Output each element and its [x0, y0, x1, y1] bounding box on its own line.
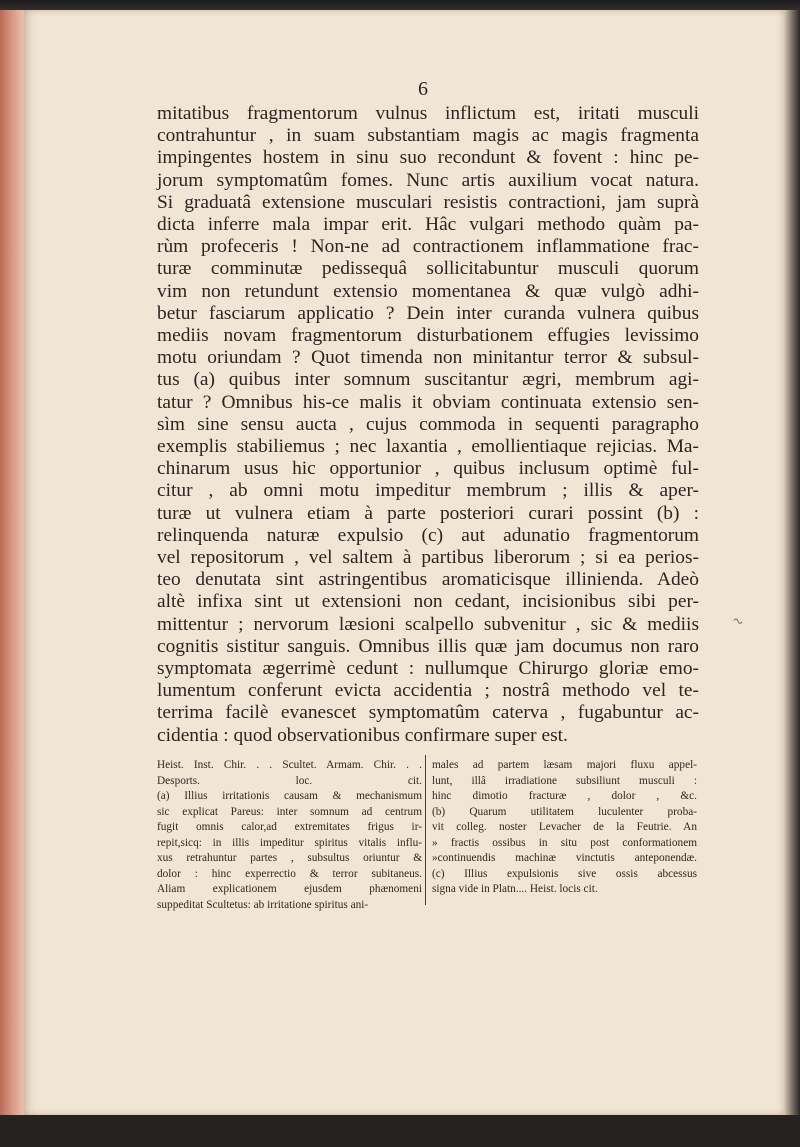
body-text-line: impingentes hostem in sinu suo recondunt & fovent : hinc pe- — [157, 147, 699, 169]
footnotes-left-column — [157, 758, 422, 913]
body-text-line: vim non retundunt extensio momentanea & quæ vulgò adhi- — [157, 280, 699, 302]
footnote-line: (b) Quarum utilitatem luculenter proba- — [432, 805, 697, 818]
footnote-line: lunt, illâ irradiatione subsiliunt musculi : — [432, 774, 697, 787]
footnote-line: Desports. loc. cit. — [157, 774, 422, 787]
body-text-line: lumentum conferunt evicta accidentia ; nostrâ methodo vel te- — [157, 680, 699, 702]
footnote-line: fugit omnis calor,ad extremitates frigus ir- — [157, 821, 422, 833]
footnote-line: signa vide in Platn.... Heist. locis cit. — [432, 883, 598, 895]
footnote-line: dolor : hinc experrectio & terror subitaneus. — [157, 867, 422, 880]
footnote-line: » fractis ossibus in situ post conformationem — [432, 836, 697, 849]
footnote-line: repit,sicq: in illis impeditur spiritus vitalis influ- — [157, 836, 422, 849]
body-text-line: jorum symptomatûm fomes. Nunc artis auxilium vocat natura. — [157, 169, 699, 191]
body-text-line: Si graduatâ extensione musculari resistis contractioni, jam suprà — [157, 191, 699, 213]
footnote-line: Aliam explicationem ejusdem phænomeni — [157, 883, 422, 895]
footnote-line: (c) Illius expulsionis sive ossis abcessus — [432, 867, 697, 880]
footnote-line: suppeditat Scultetus: ab irritatione spiritus ani- — [157, 898, 369, 911]
body-text-line: motu oriundam ? Quot timenda non minitantur terror & subsul- — [157, 347, 699, 369]
body-text-line: betur fasciarum applicatio ? Dein inter curanda vulnera quibus — [157, 302, 699, 324]
body-text-line: tatur ? Omnibus his-ce malis it obviam continuata extensio sen- — [157, 391, 699, 413]
footnote-line: »continuendis machinæ vinctutis anteponendæ. — [432, 852, 697, 864]
body-text-line: turæ ut vulnera etiam à parte posteriori curari possint (b) : — [157, 502, 699, 524]
body-text-line: mediis novam fragmentorum disturbationem effugies levissimo — [157, 325, 699, 347]
footnote-line: xus retrahuntur partes , subsultus oriuntur & — [157, 852, 422, 864]
body-text-line: exemplis stabiliemus ; nec laxantia , emollientiaque rejicias. Ma- — [157, 436, 699, 458]
body-text-line: vel repositorum , vel saltem à partibus liberorum ; si ea perios- — [157, 547, 699, 569]
margin-mark: ~ — [728, 609, 748, 633]
body-text-line: citur , ab omni motu impeditur membrum ; illis & aper- — [157, 480, 699, 502]
body-text-line: rùm profeceris ! Non-ne ad contractionem inflammatione frac- — [157, 236, 699, 258]
footnotes-right-column — [432, 758, 697, 898]
footnote-column-divider — [425, 755, 426, 905]
body-text-line: chinarum usus hic opportunior , quibus inclusum optimè ful- — [157, 458, 699, 480]
footnote-line: (a) Illius irritationis causam & mechanismum — [157, 790, 422, 802]
footnote-line: vit colleg. noster Levacher de la Feutrie. An — [432, 821, 697, 833]
body-text-line: mittentur ; nervorum læsioni scalpello subvenitur , sic & mediis — [157, 613, 699, 635]
body-text-line: symptomata ægerrimè cedunt : nullumque Chirurgo gloriæ emo- — [157, 658, 699, 680]
footnote-line: Heist. Inst. Chir. . . Scultet. Armam. Chir. . . — [157, 759, 422, 771]
body-text — [157, 103, 699, 747]
scan-bottom-border — [0, 1115, 800, 1147]
body-text-line: tus (a) quibus inter somnum suscitantur ægri, membrum agi- — [157, 369, 699, 391]
body-text-line: cognitis sistitur sanguis. Omnibus illis quæ jam documus non raro — [157, 635, 699, 657]
body-text-line: turæ comminutæ pedissequâ sollicitabuntur musculi quorum — [157, 258, 699, 280]
footnote-line: hinc dimotio fracturæ , dolor , &c. — [432, 790, 697, 802]
body-text-line: terrima facilè evanescet symptomatûm caterva , fugabuntur ac- — [157, 702, 699, 724]
body-text-line: sìm sine sensu aucta , cujus commoda in sequenti paragrapho — [157, 413, 699, 435]
body-text-line: altè infixa sint ut extensioni non cedant, incisionibus sibi per- — [157, 591, 699, 613]
body-text-line: relinquenda naturæ expulsio (c) aut adunatio fragmentorum — [157, 524, 699, 546]
page-number: 6 — [418, 78, 428, 100]
page-edge-shadow — [784, 10, 800, 1115]
body-text-line: dicta inferre mala impar erit. Hâc vulgari methodo quàm pa- — [157, 214, 699, 236]
body-text-line: cidentia : quod observationibus confirmare super est. — [157, 724, 568, 746]
body-text-line: contrahuntur , in suam substantiam magis ac magis fragmenta — [157, 125, 699, 147]
footnote-line: males ad partem læsam majori fluxu appel- — [432, 759, 697, 771]
body-text-line: teo denutata sint astringentibus aromaticisque illinienda. Adeò — [157, 569, 699, 591]
footnote-line: sic explicat Pareus: inter somnum ad centrum — [157, 805, 422, 818]
body-text-line: mitatibus fragmentorum vulnus inflictum est, iritati musculi — [157, 103, 699, 124]
